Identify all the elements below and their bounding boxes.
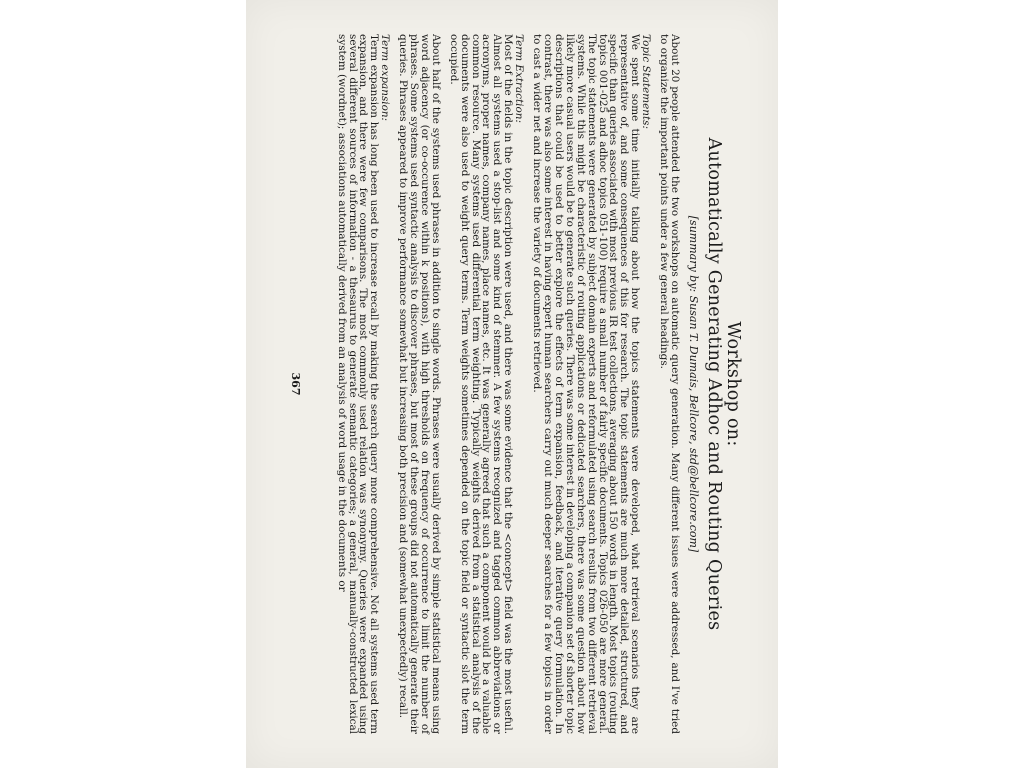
document-page	[282, 34, 742, 734]
section-topic-statements	[531, 34, 651, 734]
document-title-line1: Workshop on:	[723, 321, 743, 447]
section-heading: Topic Statements:	[640, 34, 653, 129]
section-term-expansion	[336, 34, 391, 734]
section-heading: Term Extraction:	[513, 34, 526, 123]
section-phrases	[397, 34, 441, 734]
section-text: Most of the fields in the topic description were used, and there was some evidence that the <concept> field was the most useful. Almost all systems used a stop-list and some kind of stemmer. A few systems recognized and tagged common abbreviations or acronyms, proper names, company names, place names, etc. It was generally agreed that such a component would be a valuable common resource. Many systems used differential term weighting. Typically weights derived from a statistical analysis of the documents were also used to weight query terms. Term weights sometimes depended on the topic field or syntactic slot the term occupied.	[447, 34, 515, 734]
document-title-line2: Automatically Generating Adhoc and Routing Queries	[704, 137, 724, 631]
byline: [summary by: Susan T. Dumais, Bellcore, std@bellcore.com]	[687, 215, 700, 553]
section-heading: Term expansion:	[379, 34, 392, 122]
document-body	[336, 34, 680, 734]
page-number: 367	[289, 372, 302, 396]
section-term-extraction	[448, 34, 524, 734]
section-text: We spent some time initially talking about how the topics statements were developed, what retrieval scenarios they are representative of, and some consequences of this for research. The topic statements are much more detailed, structured, and specific than queries associated with most previous IR test collections, averaging about 150 words in length. Most topics (routing topics 001-025 and adhoc topics 051-100) require a small number of fairly specific documents. Topics 026-050 are more general. The topic statements were generated by subject domain experts and reformulated using search results from two different retrieval systems. While this might be characteristic of routing applications or dedicated searchers, there was some question about how likely more casual users would be to generate such queries. There was some interest in developing a companion set of shorter topic descriptions that could be used to better explore the effects of term expansion, feedback, and iterative query formulation. In contrast, there was also some interest in having expert human searchers carry out much deeper searches for a few topics in order to cast a wider net and increase the variety of documents retrieved.	[531, 34, 642, 734]
section-text: Term expansion has long been used to increase recall by making the search query more comprehensive. Not all systems used term expansion, and there were few comparisons. The most commonly used relation was synonymy. Queries were expanded using several different sources of information - a thesaurus to generate semantic categories; a general, manually-constructed lexical system (wordnet); associations automatically derived from an analysis of word usage in the documents or	[335, 34, 381, 734]
section-text: About half of the systems used phrases in addition to single words. Phrases were usually derived by simple statistical means using word adjacency (or co-occurence within k positions), with high thresholds on frequency of occurrence to limit the number of phrases. Some systems used syntactic analysis to discover phrases, but most of these groups did not automatically generate their queries. Phrases appeared to improve performance somewhat but increasing both precision and (somewhat unexpectedly) recall.	[397, 34, 442, 734]
intro-paragraph: About 20 people attended the two workshops on automatic query generation. Many different issues were addressed, and I've tried to organize the important points under a few general headings.	[658, 34, 681, 734]
